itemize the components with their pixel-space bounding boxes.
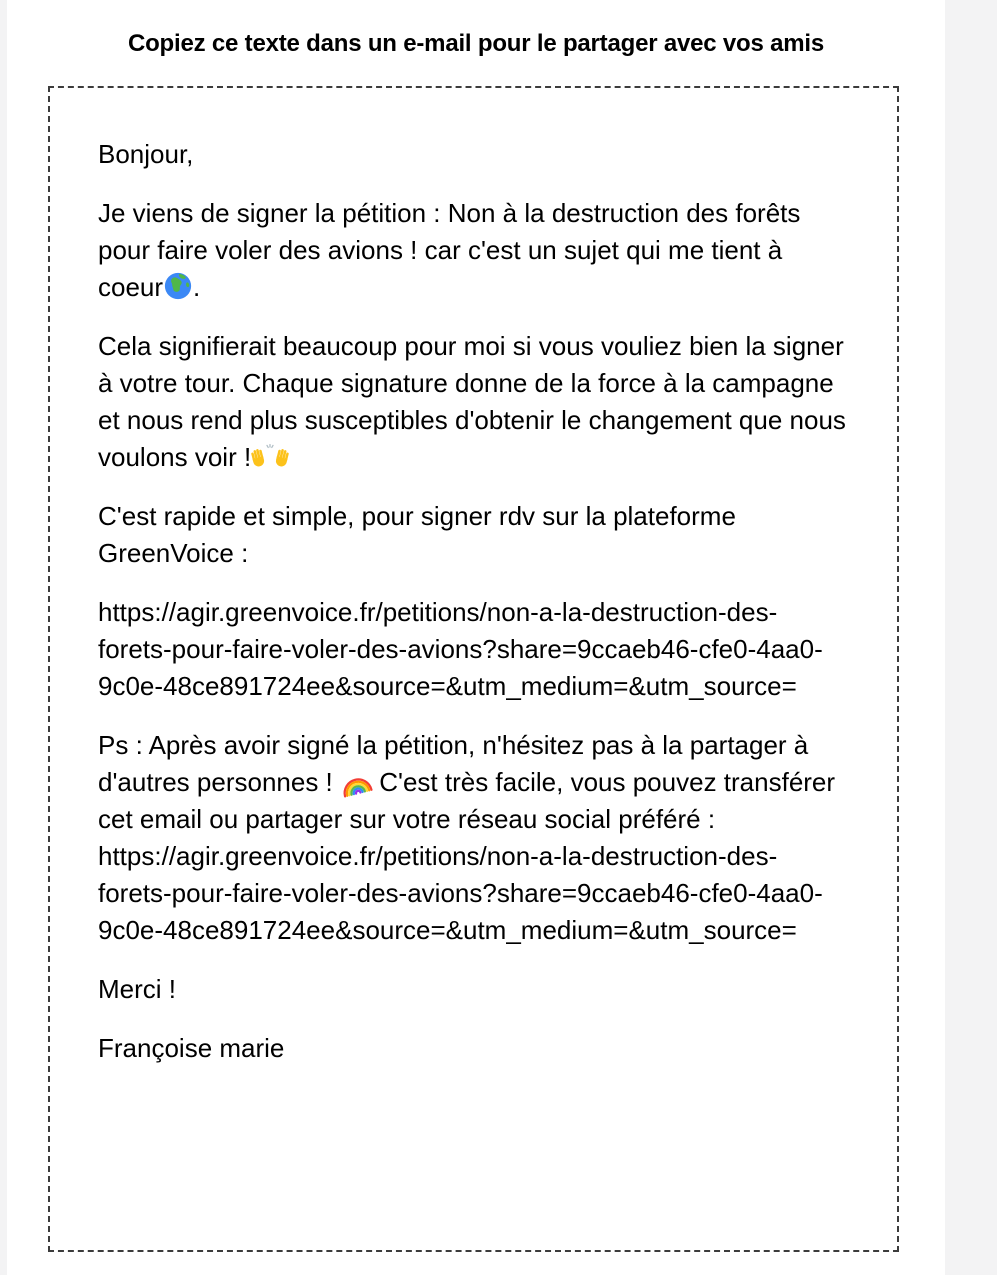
- email-paragraph-petition-url: https://agir.greenvoice.fr/petitions/non-a-la-destruction-des-forets-pour-faire-voler-des-avions?share=9ccaeb46-cfe0-4aa0-9c0e-48ce891724ee&source=&utm_medium=&utm_source=: [98, 597, 823, 701]
- email-paragraph-greeting: Bonjour,: [98, 139, 194, 169]
- email-copy-box[interactable]: [48, 86, 899, 1252]
- share-panel: [7, 0, 945, 1275]
- email-paragraph-platform-intro: C'est rapide et simple, pour signer rdv sur la plateforme GreenVoice :: [98, 501, 736, 568]
- email-paragraph-petition-signed: Je viens de signer la pétition : Non à la destruction des forêts pour faire voler des avions ! car c'est un sujet qui me tient à coeur .: [98, 198, 801, 302]
- email-paragraph-signature: Françoise marie: [98, 1033, 285, 1063]
- email-paragraph-ps-share: Ps : Après avoir signé la pétition, n'hésitez pas à la partager à d'autres personnes ! C'est très facile, vous pouvez transférer cet email ou partager sur votre réseau social préféré : https://agir.greenvoice.fr/petitions/non-a-la-destruction-des-forets-pour-faire-voler-des-avions?share=9ccaeb46-cfe0-4aa0-9c0e-48ce891724ee&source=&utm_medium=&utm_source=: [98, 730, 836, 945]
- raising-hands-emoji: [251, 443, 289, 471]
- rainbow-emoji: [340, 772, 372, 796]
- globe-europe-africa-emoji: [163, 271, 193, 301]
- page-title: Copiez ce texte dans un e-mail pour le partager avec vos amis: [127, 30, 825, 57]
- email-paragraph-meaning: Cela signifierait beaucoup pour moi si vous vouliez bien la signer à votre tour. Chaque signature donne de la force à la campagne et nous rend plus susceptibles d'obtenir le changement que nous voulons voir !: [98, 331, 846, 472]
- email-paragraph-thanks: Merci !: [98, 974, 176, 1004]
